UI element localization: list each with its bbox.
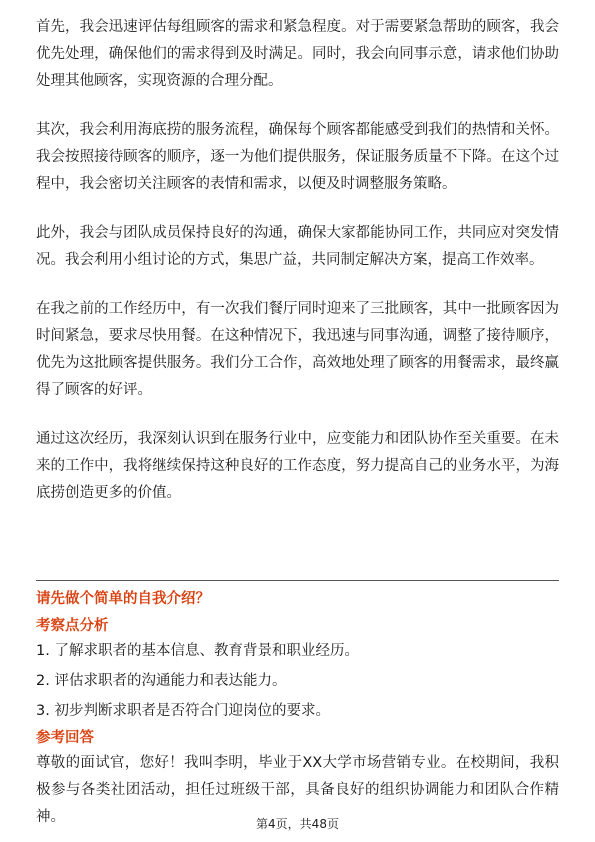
answer-title: 参考回答 [36, 730, 94, 746]
paragraph: 首先，我会迅速评估每组顾客的需求和紧急程度。对于需要紧急帮助的顾客，我会优先处理，确保他们的需求得到及时满足。同时，我会向同事示意，请求他们协助处理其他顾客，实现资源的合理分配。 [36, 19, 559, 89]
answer-text: 尊敬的面试官，您好！我叫李明，毕业于XX大学市场营销专业。在校期间，我积极参与各类社团活动，担任过班级干部，具备良好的组织协调能力和团队合作精神。 [36, 755, 559, 825]
paragraph: 通过这次经历，我深刻认识到在服务行业中，应变能力和团队协作至关重要。在未来的工作中，我将继续保持这种良好的工作态度，努力提高自己的业务水平，为海底捞创造更多的价值。 [36, 431, 559, 501]
question-heading: 请先做个简单的自我介绍？ [36, 591, 210, 607]
list-item: 2. 评估求职者的沟通能力和表达能力。 [36, 673, 287, 689]
qa-section [36, 586, 559, 831]
paragraph: 在我之前的工作经历中，有一次我们餐厅同时迎来了三批顾客，其中一批顾客因为时间紧急，要求尽快用餐。在这种情况下，我迅速与同事沟通，调整了接待顺序，优先为这批顾客提供服务。我们分工合作，高效地处理了顾客的用餐需求，最终赢得了顾客的好评。 [36, 301, 559, 398]
analysis-list [36, 638, 559, 724]
body-text [36, 14, 559, 529]
section-divider [36, 580, 559, 581]
page-number: 第4页，共48页 [256, 817, 339, 831]
list-item: 3. 初步判断求职者是否符合门迎岗位的要求。 [36, 703, 330, 719]
paragraph: 其次，我会利用海底捞的服务流程，确保每个顾客都能感受到我们的热情和关怀。我会按照接待顾客的顺序，逐一为他们提供服务，保证服务质量不下降。在这个过程中，我会密切关注顾客的表情和需求，以便及时调整服务策略。 [36, 122, 559, 192]
analysis-title: 考察点分析 [36, 618, 109, 634]
list-item: 1. 了解求职者的基本信息、教育背景和职业经历。 [36, 643, 359, 659]
paragraph: 此外，我会与团队成员保持良好的沟通，确保大家都能协同工作，共同应对突发情况。我会利用小组讨论的方式，集思广益，共同制定解决方案，提高工作效率。 [36, 225, 559, 268]
